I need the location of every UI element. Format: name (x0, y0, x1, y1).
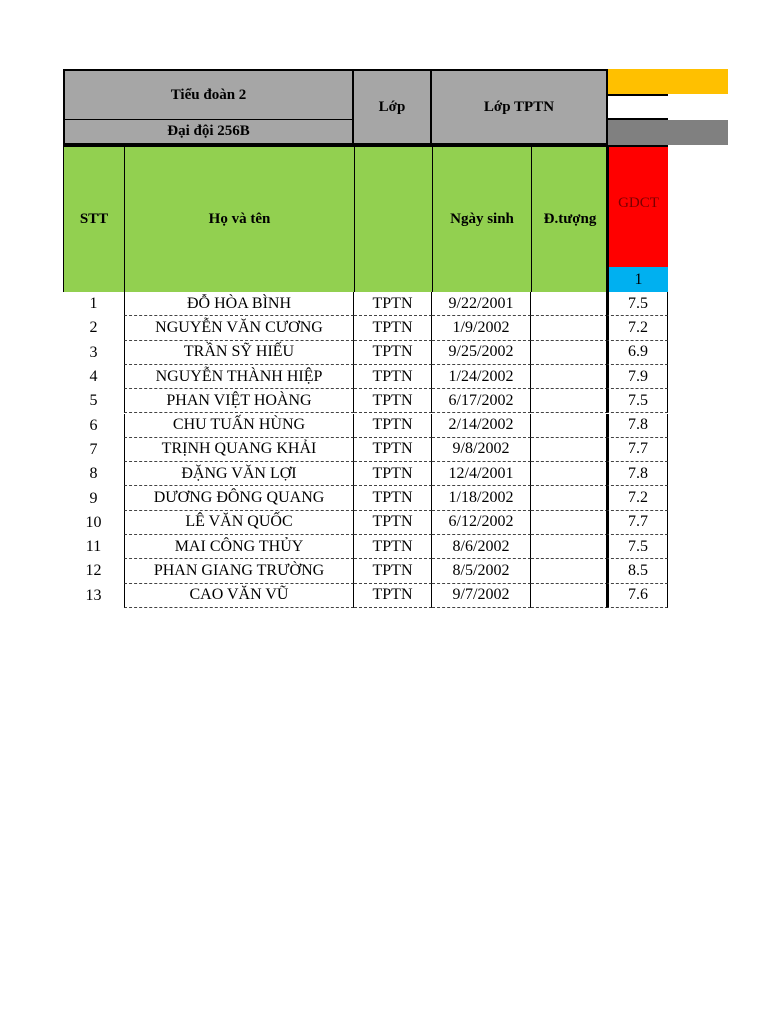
cell-dob: 1/18/2002 (432, 486, 531, 510)
cell-dob: 9/25/2002 (432, 341, 531, 365)
cell-stt: 13 (85, 586, 102, 604)
cell-stt: 11 (85, 538, 102, 556)
cell-class: TPTN (354, 462, 432, 486)
cell-name: TRỊNH QUANG KHẢI (124, 438, 354, 462)
cell-score: 7.8 (606, 462, 668, 486)
table-row (0, 389, 768, 413)
cell-category (531, 462, 608, 486)
cell-class: TPTN (354, 292, 432, 316)
cell-name: NGUYỄN VĂN CƯƠNG (124, 316, 354, 340)
cell-dob: 12/4/2001 (432, 462, 531, 486)
cell-score: 7.5 (606, 535, 668, 559)
cell-category (531, 292, 608, 316)
cell-score: 7.5 (606, 389, 668, 413)
col-header-subject-label: GDCT (618, 194, 659, 211)
cell-category (531, 438, 608, 462)
table-row (0, 584, 768, 608)
cell-class: TPTN (354, 389, 432, 413)
cell-stt: 10 (85, 513, 102, 531)
col-header-dob-label: Ngày sinh (450, 211, 514, 227)
cell-score: 7.7 (606, 511, 668, 535)
class-value-label: Lớp TPTN (483, 98, 555, 115)
cell-stt: 6 (89, 416, 98, 434)
cell-category (531, 486, 608, 510)
cell-class: TPTN (354, 559, 432, 583)
cell-dob: 9/22/2001 (432, 292, 531, 316)
company-label: Đại đội 256B (167, 123, 250, 139)
battalion-label: Tiểu đoàn 2 (170, 86, 247, 103)
cell-class: TPTN (354, 486, 432, 510)
col-header-category-label: Đ.tượng (543, 211, 597, 227)
cell-score: 6.9 (606, 341, 668, 365)
cell-name: PHAN VIỆT HOÀNG (124, 389, 354, 413)
cell-name: MAI CÔNG THỦY (124, 535, 354, 559)
cell-dob: 8/5/2002 (432, 559, 531, 583)
class-header-label: Lớp (378, 98, 406, 115)
cell-stt: 1 (89, 295, 98, 313)
table-row (0, 414, 768, 438)
table-row (0, 559, 768, 583)
cell-stt: 8 (89, 465, 98, 483)
cell-score: 7.5 (606, 292, 668, 316)
cell-name: PHAN GIANG TRƯỜNG (124, 559, 354, 583)
cell-category (531, 341, 608, 365)
cell-dob: 1/9/2002 (432, 316, 531, 340)
col-header-subject-index (606, 267, 668, 292)
table-row (0, 486, 768, 510)
cell-name: NGUYỄN THÀNH HIỆP (124, 365, 354, 389)
cell-dob: 6/17/2002 (432, 389, 531, 413)
cell-score: 7.2 (606, 316, 668, 340)
table-row (0, 341, 768, 365)
col-header-subject-index-label: 1 (634, 270, 643, 288)
cell-dob: 2/14/2002 (432, 414, 531, 438)
cell-category (531, 389, 608, 413)
legend-yellow-swatch (608, 69, 728, 94)
cell-name: ĐỖ HÒA BÌNH (124, 292, 354, 316)
col-header-dob (432, 145, 531, 292)
cell-score: 7.7 (606, 438, 668, 462)
cell-score: 7.9 (606, 365, 668, 389)
cell-category (531, 584, 608, 608)
cell-name: CAO VĂN VŨ (124, 584, 354, 608)
col-header-name (124, 145, 354, 292)
cell-class: TPTN (354, 365, 432, 389)
col-header-class (354, 145, 432, 292)
cell-name: TRẦN SỸ HIẾU (124, 341, 354, 365)
cell-class: TPTN (354, 511, 432, 535)
legend-gray-swatch (608, 120, 728, 145)
table-row (0, 535, 768, 559)
company-header (63, 120, 354, 145)
cell-class: TPTN (354, 414, 432, 438)
cell-category (531, 535, 608, 559)
class-header (352, 69, 432, 145)
cell-dob: 8/6/2002 (432, 535, 531, 559)
cell-class: TPTN (354, 316, 432, 340)
cell-score: 7.8 (606, 414, 668, 438)
col-header-name-label: Họ và tên (208, 211, 271, 227)
cell-dob: 9/7/2002 (432, 584, 531, 608)
cell-stt: 4 (89, 368, 98, 386)
cell-score: 7.6 (606, 584, 668, 608)
cell-dob: 6/12/2002 (432, 511, 531, 535)
table-row (0, 316, 768, 340)
cell-stt: 7 (89, 440, 98, 458)
cell-stt: 12 (85, 562, 102, 580)
cell-category (531, 365, 608, 389)
cell-category (531, 559, 608, 583)
table-row (0, 462, 768, 486)
cell-stt: 2 (89, 319, 98, 337)
cell-class: TPTN (354, 535, 432, 559)
cell-name: ĐẶNG VĂN LỢI (124, 462, 354, 486)
cell-class: TPTN (354, 584, 432, 608)
col-header-stt (63, 145, 124, 292)
cell-class: TPTN (354, 341, 432, 365)
cell-class: TPTN (354, 438, 432, 462)
col-header-stt-label: STT (79, 211, 109, 227)
cell-dob: 9/8/2002 (432, 438, 531, 462)
cell-stt: 9 (89, 489, 98, 507)
cell-stt: 5 (89, 392, 98, 410)
cell-name: DƯƠNG ĐÔNG QUANG (124, 486, 354, 510)
cell-dob: 1/24/2002 (432, 365, 531, 389)
cell-category (531, 414, 608, 438)
class-value-header (430, 69, 608, 145)
table-row (0, 365, 768, 389)
table-row (0, 438, 768, 462)
col-header-category (531, 145, 608, 292)
cell-score: 7.2 (606, 486, 668, 510)
cell-stt: 3 (89, 343, 98, 361)
table-row (0, 511, 768, 535)
col-header-subject (606, 145, 668, 267)
legend-white-swatch (608, 94, 668, 120)
cell-score: 8.5 (606, 559, 668, 583)
table-row (0, 292, 768, 316)
battalion-header (63, 69, 354, 120)
cell-category (531, 511, 608, 535)
cell-name: LÊ VĂN QUỐC (124, 511, 354, 535)
cell-category (531, 316, 608, 340)
cell-name: CHU TUẤN HÙNG (124, 414, 354, 438)
